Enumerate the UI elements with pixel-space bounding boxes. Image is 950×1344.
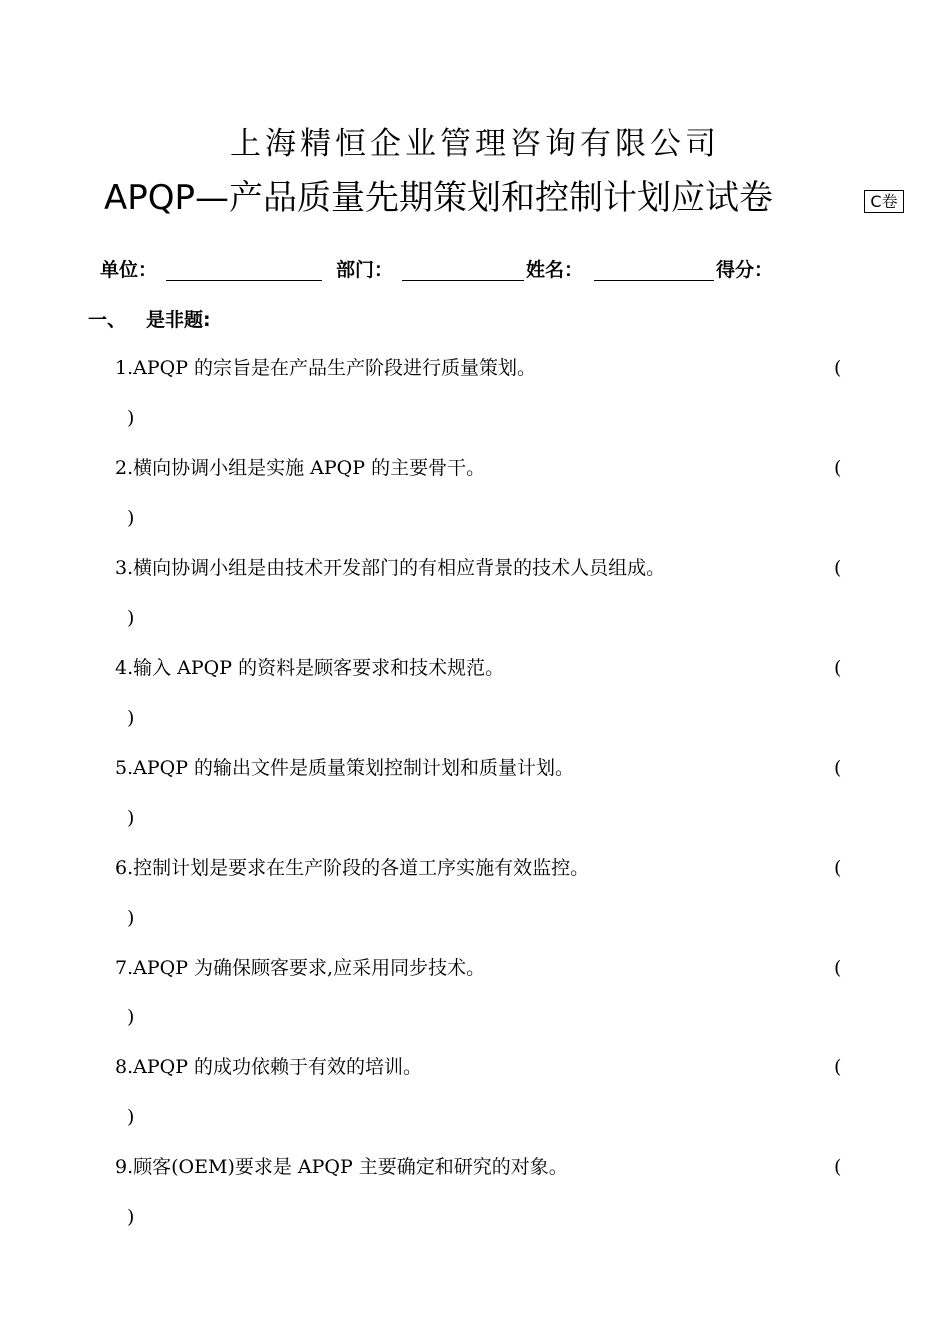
answer-paren-close: ) (127, 507, 135, 529)
answer-paren-open: ( (834, 357, 842, 379)
question-1: 1.APQP 的宗旨是在产品生产阶段进行质量策划。 (115, 357, 537, 379)
question-4: 4.输入 APQP 的资料是顾客要求和技术规范。 (115, 657, 505, 679)
question-6: 6.控制计划是要求在生产阶段的各道工序实施有效监控。 (115, 857, 590, 879)
answer-paren-close: ) (127, 407, 135, 429)
question-8: 8.APQP 的成功依赖于有效的培训。 (115, 1056, 423, 1078)
department-label: 部门： (336, 259, 394, 281)
section-heading (88, 306, 211, 334)
score-label: 得分： (716, 259, 774, 281)
answer-paren-open: ( (834, 757, 842, 779)
answer-paren-close: ) (127, 907, 135, 929)
exam-version-badge: C卷 (864, 190, 904, 213)
answer-paren-close: ) (127, 807, 135, 829)
department-blank[interactable] (402, 280, 524, 281)
question-9: 9.顾客(OEM)要求是 APQP 主要确定和研究的对象。 (115, 1156, 568, 1178)
section-title: 是非题: (146, 309, 211, 331)
exam-title: APQP—产品质量先期策划和控制计划应试卷 (104, 178, 774, 218)
answer-paren-close: ) (127, 1206, 135, 1228)
question-5: 5.APQP 的输出文件是质量策划控制计划和质量计划。 (115, 757, 575, 779)
question-3: 3.横向协调小组是由技术开发部门的有相应背景的技术人员组成。 (115, 557, 666, 579)
answer-paren-close: ) (127, 1006, 135, 1028)
answer-paren-open: ( (834, 1056, 842, 1078)
answer-paren-close: ) (127, 707, 135, 729)
name-label: 姓名： (526, 259, 584, 281)
answer-paren-open: ( (834, 1156, 842, 1178)
answer-paren-open: ( (834, 457, 842, 479)
answer-paren-close: ) (127, 607, 135, 629)
answer-paren-open: ( (834, 657, 842, 679)
unit-label: 单位： (100, 259, 158, 281)
answer-paren-open: ( (834, 857, 842, 879)
section-number: 一、 (88, 309, 127, 331)
name-blank[interactable] (594, 280, 714, 281)
answer-paren-open: ( (834, 957, 842, 979)
unit-blank[interactable] (166, 280, 322, 281)
question-2: 2.横向协调小组是实施 APQP 的主要骨干。 (115, 457, 486, 479)
question-7: 7.APQP 为确保顾客要求,应采用同步技术。 (115, 957, 486, 979)
company-name: 上海精恒企业管理咨询有限公司 (230, 126, 720, 162)
answer-paren-open: ( (834, 557, 842, 579)
answer-paren-close: ) (127, 1106, 135, 1128)
